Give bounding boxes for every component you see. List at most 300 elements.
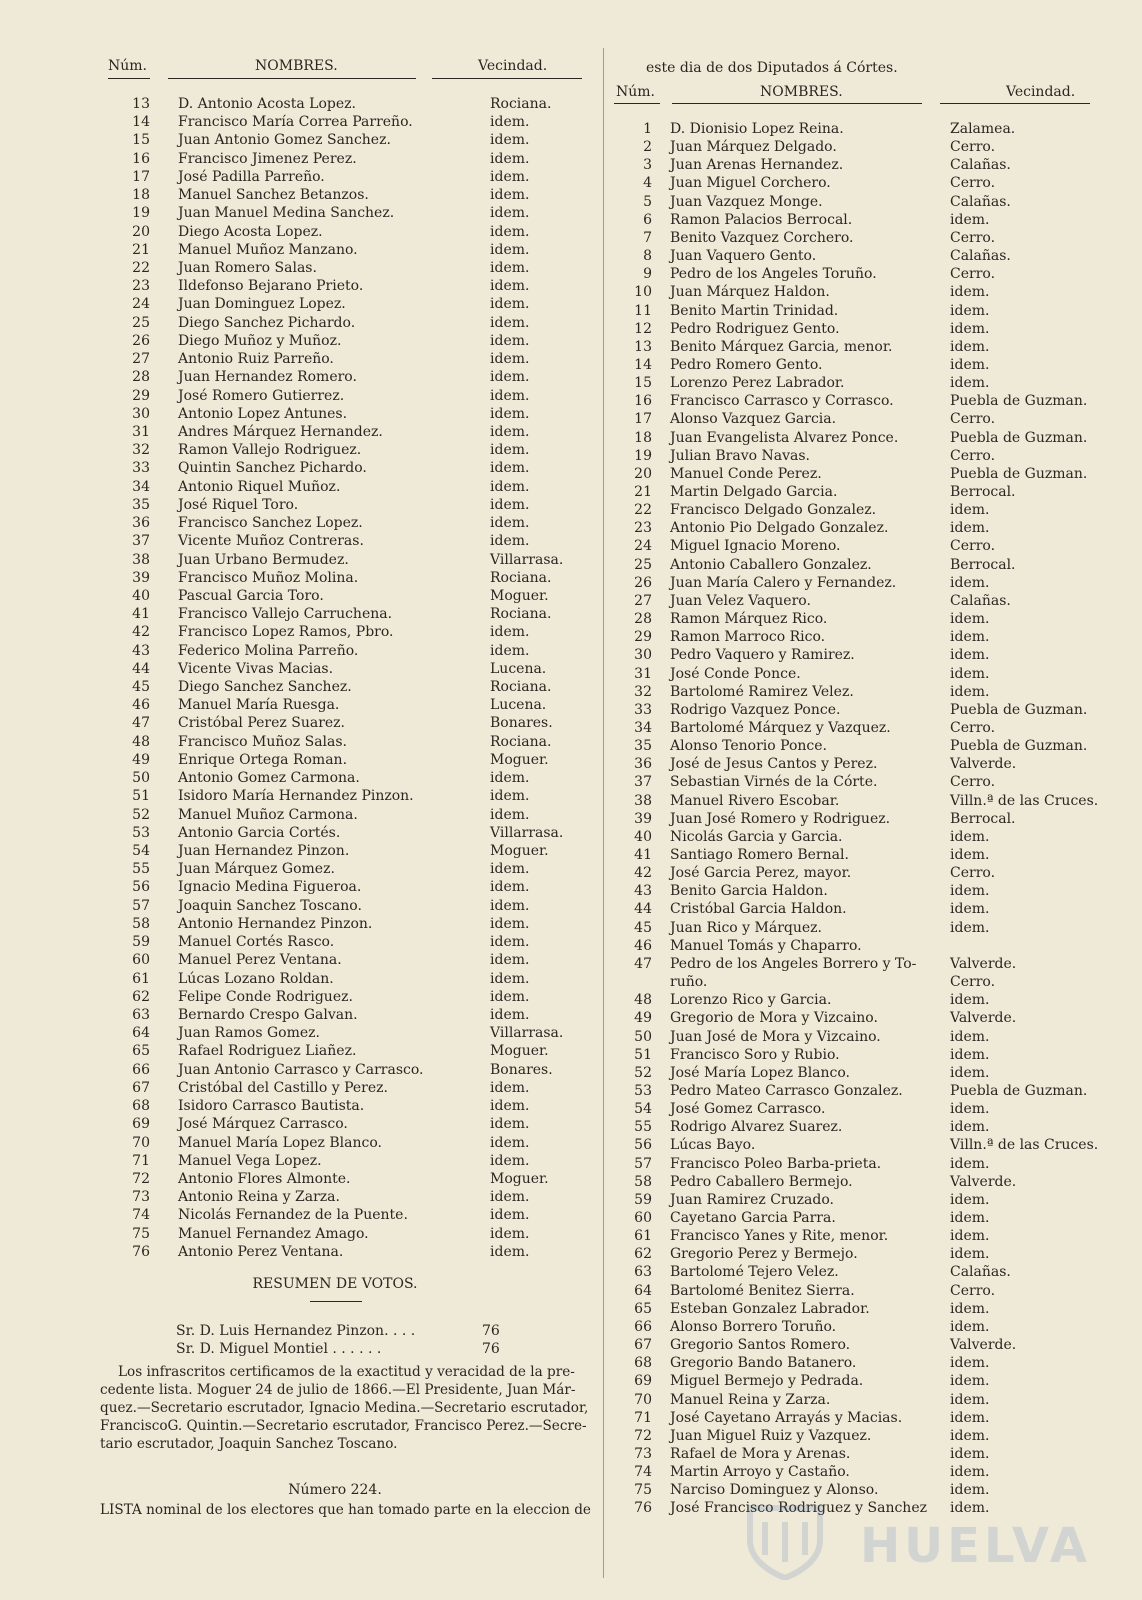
elector-vecindad: idem.: [490, 806, 530, 823]
elector-name: Juan Vaquero Gento.: [670, 248, 817, 265]
elector-number: 29: [634, 629, 652, 646]
elector-vecindad: idem.: [490, 934, 530, 951]
elector-vecindad: idem.: [950, 1119, 990, 1136]
elector-name: Francisco Delgado Gonzalez.: [670, 502, 877, 519]
elector-number: 34: [132, 478, 150, 495]
elector-number: 68: [634, 1355, 652, 1372]
elector-name: José Padilla Parreño.: [178, 168, 325, 185]
elector-vecindad: idem.: [490, 1079, 530, 1096]
table-row: [100, 878, 600, 896]
elector-name: Francisco Muñoz Molina.: [178, 569, 359, 586]
elector-name: Miguel Ignacio Moreno.: [670, 538, 841, 555]
voto-row: [176, 1340, 506, 1358]
elector-number: 69: [634, 1373, 652, 1390]
table-row: [610, 392, 1115, 410]
elector-vecindad: Puebla de Guzman.: [950, 738, 1088, 755]
header-rule: [432, 78, 582, 79]
table-row: [100, 1024, 600, 1042]
elector-vecindad: idem.: [950, 992, 990, 1009]
elector-number: 36: [634, 756, 652, 773]
elector-name: Juan Dominguez Lopez.: [178, 296, 346, 313]
table-row: [100, 95, 600, 113]
elector-number: 64: [634, 1282, 652, 1299]
elector-vecindad: idem.: [950, 1300, 990, 1317]
table-row: [610, 773, 1115, 791]
elector-name: Quintin Sanchez Pichardo.: [178, 460, 367, 477]
elector-name: Nicolás Fernandez de la Puente.: [178, 1207, 408, 1224]
elector-number: 34: [634, 719, 652, 736]
elector-vecindad: Valverde.: [950, 756, 1017, 773]
table-row: [100, 186, 600, 204]
table-row: [100, 1170, 600, 1188]
elector-vecindad: Puebla de Guzman.: [950, 429, 1088, 446]
elector-name: Antonio Lopez Antunes.: [178, 405, 348, 422]
table-row: [100, 696, 600, 714]
table-row: [100, 1006, 600, 1024]
table-row: [610, 1064, 1115, 1082]
elector-number: 40: [132, 587, 150, 604]
elector-number: 35: [132, 496, 150, 513]
table-row: [610, 1318, 1115, 1336]
elector-vecindad: idem.: [490, 259, 530, 276]
elector-name: ruño.: [670, 974, 708, 991]
table-row: [610, 810, 1115, 828]
elector-vecindad: Puebla de Guzman.: [950, 701, 1088, 718]
elector-number: 53: [132, 824, 150, 841]
elector-name: Bartolomé Márquez y Vazquez.: [670, 719, 891, 736]
elector-number: 76: [634, 1500, 652, 1517]
table-row: [610, 610, 1115, 628]
table-row: [610, 1336, 1115, 1354]
elector-name: Martin Arroyo y Castaño.: [670, 1464, 850, 1481]
elector-vecindad: Valverde.: [950, 955, 1017, 972]
elector-name: Rafael Rodriguez Liañez.: [178, 1043, 357, 1060]
table-row: [100, 1115, 600, 1133]
elector-vecindad: Rociana.: [490, 569, 552, 586]
elector-name: Pedro Caballero Bermejo.: [670, 1173, 853, 1190]
table-row: [100, 405, 600, 423]
elector-name: Santiago Romero Bernal.: [670, 847, 849, 863]
elector-vecindad: Villarrasa.: [490, 824, 564, 841]
elector-number: 14: [634, 356, 652, 373]
elector-number: 61: [132, 970, 150, 987]
elector-number: 69: [132, 1116, 150, 1133]
candidate-name: Sr. D. Luis Hernandez Pinzon. . . .: [176, 1323, 416, 1339]
elector-name: Ramon Márquez Rico.: [670, 611, 828, 628]
table-row: [100, 787, 600, 805]
elector-vecindad: Rociana.: [490, 606, 552, 623]
table-row: [610, 556, 1115, 574]
elector-number: 15: [634, 375, 652, 392]
elector-number: 2: [643, 139, 652, 156]
table-row: [100, 915, 600, 933]
table-row: [100, 842, 600, 860]
table-row: [610, 265, 1115, 283]
elector-number: 59: [634, 1191, 652, 1208]
table-row: [100, 259, 600, 277]
elector-number: 28: [634, 611, 652, 628]
elector-number: 1: [643, 121, 652, 137]
certificate-line: FranciscoG. Quintin.—Secretario escrutador, Francisco Perez.—Secre-: [100, 1418, 587, 1434]
elector-name: Francisco Yanes y Rite, menor.: [670, 1228, 889, 1245]
elector-number: 56: [634, 1137, 652, 1154]
elector-vecindad: idem.: [950, 1373, 990, 1390]
vote-count: 76: [482, 1323, 500, 1339]
elector-vecindad: idem.: [490, 1134, 530, 1151]
elector-vecindad: Lucena.: [490, 660, 547, 677]
elector-number: 46: [132, 697, 150, 714]
elector-vecindad: idem.: [950, 1500, 990, 1517]
elector-vecindad: idem.: [490, 387, 530, 404]
elector-name: Cayetano Garcia Parra.: [670, 1210, 836, 1226]
table-row: [100, 806, 600, 824]
elector-number: 24: [634, 538, 652, 555]
elector-number: 30: [132, 405, 150, 422]
table-row: [610, 1136, 1115, 1154]
table-row: [100, 150, 600, 168]
table-row: [100, 532, 600, 550]
table-row: [610, 1118, 1115, 1136]
elector-vecindad: Lucena.: [490, 697, 547, 714]
elector-name: Juan José Romero y Rodriguez.: [670, 810, 891, 827]
elector-number: 71: [634, 1409, 652, 1426]
elector-vecindad: idem.: [950, 1391, 990, 1408]
elector-name: Juan Manuel Medina Sanchez.: [178, 205, 395, 222]
header-name: NOMBRES.: [255, 58, 338, 74]
elector-number: 57: [634, 1155, 652, 1172]
elector-vecindad: idem.: [950, 1246, 990, 1263]
elector-name: Pedro Romero Gento.: [670, 356, 823, 373]
elector-vecindad: idem.: [490, 150, 530, 167]
elector-vecindad: idem.: [490, 168, 530, 185]
elector-vecindad: idem.: [490, 533, 530, 550]
table-row: [610, 1009, 1115, 1027]
resumen-title: RESUMEN DE VOTOS.: [252, 1276, 418, 1292]
certificate-line: tario escrutador, Joaquin Sanchez Toscano.: [100, 1436, 398, 1452]
elector-vecindad: idem.: [950, 375, 990, 392]
elector-name: Gregorio Perez y Bermejo.: [670, 1246, 858, 1263]
elector-name: Juan Hernandez Pinzon.: [178, 843, 350, 860]
elector-name: Francisco Vallejo Carruchena.: [178, 606, 393, 623]
elector-name: Ramon Palacios Berrocal.: [670, 211, 853, 228]
elector-number: 27: [132, 351, 150, 368]
elector-name: Diego Sanchez Pichardo.: [178, 314, 356, 331]
elector-vecindad: idem.: [950, 1028, 990, 1045]
elector-name: Manuel Muñoz Manzano.: [178, 241, 358, 258]
table-row: [100, 678, 600, 696]
table-row: [610, 138, 1115, 156]
elector-vecindad: Berrocal.: [950, 810, 1016, 827]
elector-vecindad: idem.: [490, 423, 530, 440]
elector-vecindad: idem.: [490, 1225, 530, 1242]
elector-number: 70: [634, 1391, 652, 1408]
elector-number: 19: [132, 205, 150, 222]
elector-vecindad: Calañas.: [950, 592, 1011, 609]
elector-vecindad: idem.: [490, 460, 530, 477]
table-row: [100, 642, 600, 660]
vote-count: 76: [482, 1341, 500, 1357]
elector-vecindad: Zalamea.: [950, 121, 1016, 137]
elector-vecindad: idem.: [490, 205, 530, 222]
table-row: [610, 1209, 1115, 1227]
elector-vecindad: Puebla de Guzman.: [950, 465, 1088, 482]
elector-vecindad: Cerro.: [950, 1282, 996, 1299]
elector-number: 21: [634, 484, 652, 500]
elector-name: Antonio Gomez Carmona.: [178, 770, 360, 787]
elector-name: Martin Delgado Garcia.: [670, 484, 838, 500]
table-row: [610, 483, 1115, 501]
elector-name: Pedro Rodriguez Gento.: [670, 320, 840, 337]
elector-number: 65: [132, 1043, 150, 1060]
table-row: [610, 665, 1115, 683]
table-row: [100, 1097, 600, 1115]
elector-name: Antonio Flores Almonte.: [178, 1170, 351, 1187]
elector-name: Juan Arenas Hernandez.: [670, 157, 844, 174]
elector-name: José Romero Gutierrez.: [178, 387, 345, 404]
elector-vecindad: idem.: [490, 296, 530, 313]
elector-name: Federico Molina Parreño.: [178, 642, 359, 659]
elector-number: 76: [132, 1243, 150, 1260]
elector-number: 16: [634, 393, 652, 410]
elector-vecindad: Cerro.: [950, 266, 996, 283]
elector-name: Juan Rico y Márquez.: [670, 919, 823, 936]
elector-vecindad: idem.: [490, 369, 530, 386]
elector-vecindad: idem.: [490, 897, 530, 914]
elector-name: Cristóbal Perez Suarez.: [178, 715, 345, 732]
elector-number: 43: [634, 883, 652, 900]
elector-number: 74: [634, 1464, 652, 1481]
elector-name: José Conde Ponce.: [670, 665, 801, 682]
header-num: Núm.: [108, 58, 147, 74]
elector-vecindad: idem.: [490, 915, 530, 932]
elector-vecindad: idem.: [490, 278, 530, 295]
table-row: [100, 751, 600, 769]
elector-number: 38: [132, 551, 150, 568]
header-rule: [614, 103, 660, 104]
elector-number: 17: [132, 168, 150, 185]
elector-number: 74: [132, 1207, 150, 1224]
elector-name: Juan Hernandez Romero.: [178, 369, 357, 386]
elector-vecindad: Rociana.: [490, 733, 552, 750]
header-vecindad: Vecindad.: [478, 58, 548, 74]
elector-number: 49: [634, 1010, 652, 1027]
elector-name: Pedro Vaquero y Ramirez.: [670, 647, 855, 664]
certificate-line: quez.—Secretario escrutador, Ignacio Medina.—Secretario escrutador,: [100, 1400, 589, 1416]
table-row: [610, 955, 1115, 973]
table-row: [100, 1225, 600, 1243]
elector-vecindad: Moguer.: [490, 843, 549, 860]
elector-vecindad: Villn.ª de las Cruces.: [950, 1137, 1099, 1154]
elector-number: 18: [634, 429, 652, 446]
elector-number: 67: [634, 1337, 652, 1354]
table-row: [100, 387, 600, 405]
elector-number: 42: [634, 865, 652, 882]
elector-vecindad: idem.: [490, 241, 530, 258]
table-row: [100, 131, 600, 149]
table-row: [100, 459, 600, 477]
elector-number: 20: [132, 223, 150, 240]
elector-vecindad: Bonares.: [490, 715, 553, 732]
elector-name: Diego Acosta Lopez.: [178, 223, 323, 240]
elector-name: Cristóbal del Castillo y Perez.: [178, 1079, 388, 1096]
elector-name: José Francisco Rodriguez y Sanchez: [670, 1500, 927, 1517]
table-row: [610, 1372, 1115, 1390]
elector-vecindad: Puebla de Guzman.: [950, 1082, 1088, 1099]
elector-number: 64: [132, 1025, 150, 1042]
elector-vecindad: idem.: [490, 1007, 530, 1023]
elector-number: 39: [634, 810, 652, 827]
elector-vecindad: idem.: [950, 338, 990, 355]
elector-number: 48: [634, 992, 652, 1009]
elector-name: Sebastian Virnés de la Córte.: [670, 774, 878, 791]
elector-number: 25: [634, 556, 652, 573]
elector-vecindad: Moguer.: [490, 1043, 549, 1060]
elector-vecindad: Moguer.: [490, 751, 549, 768]
elector-name: Manuel Fernandez Amago.: [178, 1225, 369, 1242]
elector-name: Isidoro Carrasco Bautista.: [178, 1098, 365, 1115]
elector-number: 60: [634, 1210, 652, 1226]
table-row: [610, 302, 1115, 320]
elector-vecindad: idem.: [950, 665, 990, 682]
table-row: [610, 501, 1115, 519]
elector-vecindad: idem.: [490, 442, 530, 459]
elector-name: Benito Garcia Haldon.: [670, 883, 828, 900]
certificate-line: Los infrascritos certificamos de la exactitud y veracidad de la pre-: [118, 1364, 575, 1380]
elector-vecindad: Calañas.: [950, 157, 1011, 174]
elector-vecindad: idem.: [950, 847, 990, 863]
elector-vecindad: Valverde.: [950, 1010, 1017, 1027]
elector-number: 19: [634, 447, 652, 464]
table-row: [100, 113, 600, 131]
table-row: [610, 465, 1115, 483]
elector-vecindad: Puebla de Guzman.: [950, 393, 1088, 410]
table-row: [610, 1245, 1115, 1263]
elector-number: 45: [132, 679, 150, 696]
elector-vecindad: idem.: [950, 1064, 990, 1081]
elector-number: 57: [132, 897, 150, 914]
elector-name: Juan Velez Vaquero.: [670, 592, 811, 609]
elector-vecindad: idem.: [950, 647, 990, 664]
elector-name: Juan Antonio Gomez Sanchez.: [178, 132, 391, 149]
elector-vecindad: Valverde.: [950, 1337, 1017, 1354]
elector-vecindad: idem.: [490, 515, 530, 532]
elector-vecindad: idem.: [950, 919, 990, 936]
table-row: [610, 792, 1115, 810]
elector-number: 13: [132, 96, 150, 112]
elector-name: Juan Márquez Haldon.: [670, 284, 830, 301]
elector-name: Isidoro María Hernandez Pinzon.: [178, 788, 414, 805]
elector-name: Gregorio Santos Romero.: [670, 1337, 851, 1354]
elector-number: 54: [634, 1101, 652, 1118]
table-row: [100, 623, 600, 641]
elector-name: Alonso Tenorio Ponce.: [670, 738, 828, 755]
elector-number: 4: [643, 175, 652, 192]
elector-number: 51: [132, 788, 150, 805]
elector-number: 25: [132, 314, 150, 331]
elector-name: Manuel Tomás y Chaparro.: [670, 937, 862, 954]
elector-number: 30: [634, 647, 652, 664]
elector-name: Lúcas Lozano Roldan.: [178, 970, 334, 987]
table-row: [610, 519, 1115, 537]
elector-name: Gregorio de Mora y Vizcaino.: [670, 1010, 878, 1027]
elector-number: 75: [634, 1482, 652, 1499]
elector-number: 40: [634, 828, 652, 845]
table-row: [100, 368, 600, 386]
elector-name: Antonio Hernandez Pinzon.: [178, 915, 373, 932]
table-row: [100, 1079, 600, 1097]
elector-name: Benito Martin Trinidad.: [670, 302, 839, 319]
elector-vecindad: idem.: [490, 496, 530, 513]
elector-vecindad: idem.: [490, 788, 530, 805]
elector-name: Manuel Rivero Escobar.: [670, 792, 840, 809]
table-row: [100, 241, 600, 259]
elector-name: Pascual Garcia Toro.: [178, 587, 324, 604]
table-row: [100, 933, 600, 951]
elector-number: 37: [634, 774, 652, 791]
elector-vecindad: Rociana.: [490, 679, 552, 696]
table-row: [100, 441, 600, 459]
elector-vecindad: idem.: [490, 879, 530, 896]
table-row: [100, 295, 600, 313]
elector-number: 58: [132, 915, 150, 932]
elector-name: Benito Vazquez Corchero.: [670, 229, 854, 246]
elector-number: 15: [132, 132, 150, 149]
elector-name: Ildefonso Bejarano Prieto.: [178, 278, 364, 295]
elector-number: 70: [132, 1134, 150, 1151]
header-vecindad: Vecindad.: [1006, 84, 1076, 100]
watermark-text: HUELVA: [860, 1518, 1091, 1574]
elector-number: 71: [132, 1152, 150, 1169]
table-row: [610, 338, 1115, 356]
table-row: [100, 1061, 600, 1079]
elector-vecindad: idem.: [490, 1207, 530, 1224]
elector-vecindad: idem.: [490, 1189, 530, 1206]
elector-vecindad: idem.: [950, 1355, 990, 1372]
elector-name: Antonio Caballero Gonzalez.: [670, 556, 872, 573]
certificate: [100, 1363, 590, 1453]
elector-number: 5: [643, 193, 652, 210]
table-row: [610, 1463, 1115, 1481]
elector-number: 21: [132, 241, 150, 258]
elector-name: Antonio Pio Delgado Gonzalez.: [670, 520, 889, 537]
table-row: [100, 1188, 600, 1206]
elector-vecindad: Cerro.: [950, 974, 996, 991]
elector-name: Julian Bravo Navas.: [670, 447, 810, 464]
elector-number: 32: [132, 442, 150, 459]
elector-number: 62: [132, 988, 150, 1005]
elector-vecindad: idem.: [950, 883, 990, 900]
certificate-line: cedente lista. Moguer 24 de julio de 1866.—El Presidente, Juan Már-: [100, 1382, 576, 1398]
elector-number: 20: [634, 465, 652, 482]
elector-name: Lorenzo Rico y Garcia.: [670, 992, 832, 1009]
elector-vecindad: idem.: [490, 624, 530, 641]
elector-vecindad: Berrocal.: [950, 484, 1016, 500]
table-row: [610, 1427, 1115, 1445]
table-row: [100, 1152, 600, 1170]
elector-name: José Márquez Carrasco.: [178, 1116, 348, 1133]
elector-name: Juan María Calero y Fernandez.: [670, 574, 897, 591]
elector-number: 24: [132, 296, 150, 313]
table-row: [610, 1445, 1115, 1463]
elector-number: 23: [634, 520, 652, 537]
elector-vecindad: Calañas.: [950, 1264, 1011, 1281]
elector-number: 46: [634, 937, 652, 954]
elector-name: D. Antonio Acosta Lopez.: [178, 96, 356, 112]
elector-name: Francisco Muñoz Salas.: [178, 733, 348, 750]
elector-vecindad: Moguer.: [490, 1170, 549, 1187]
elector-name: Manuel Muñoz Carmona.: [178, 806, 358, 823]
elector-vecindad: idem.: [950, 1210, 990, 1226]
